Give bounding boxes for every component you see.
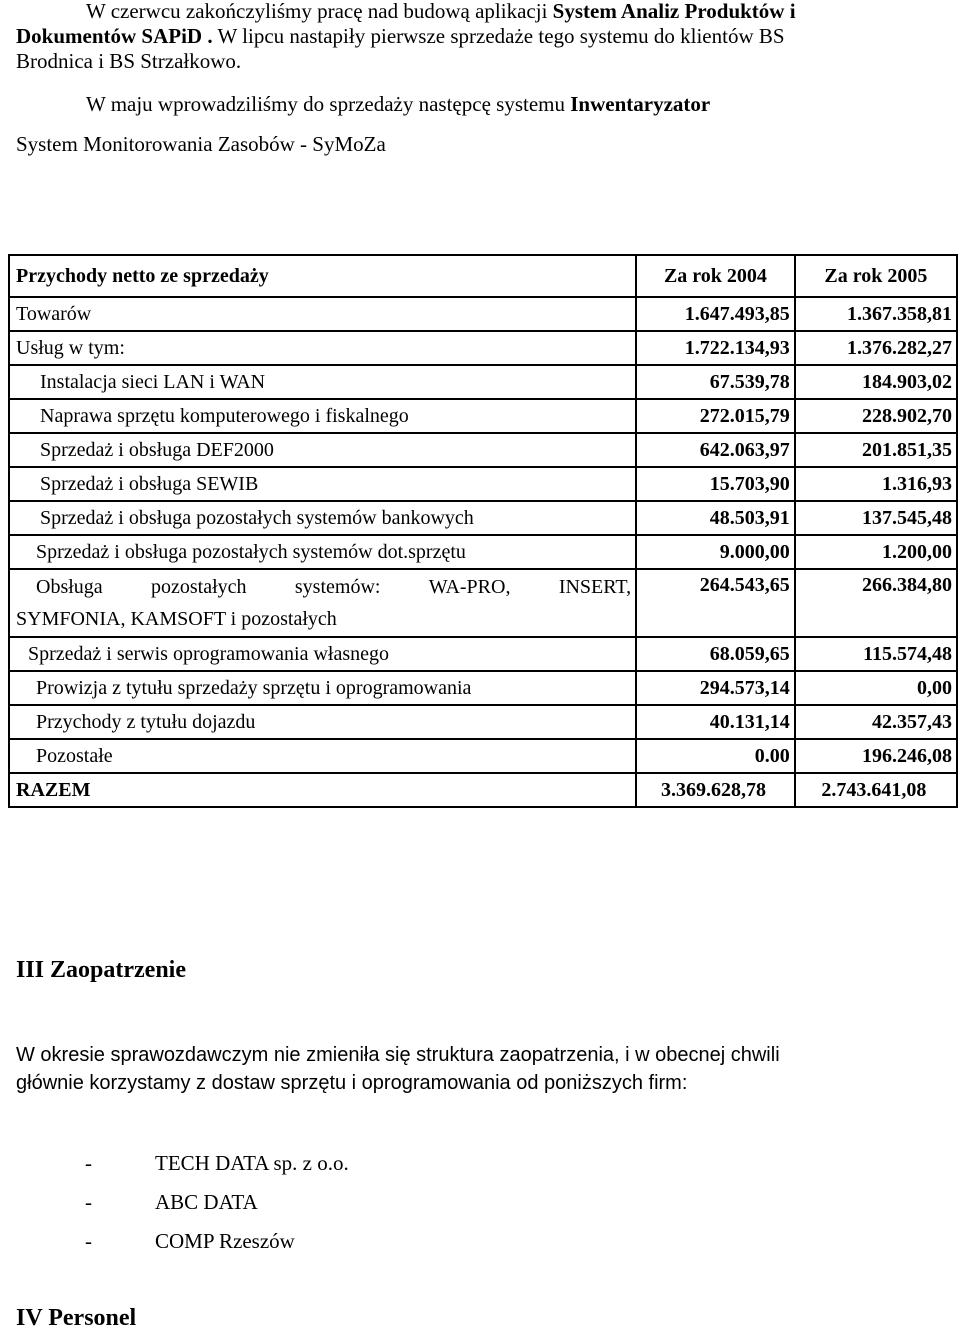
row-label: Sprzedaż i obsługa SEWIB bbox=[9, 467, 636, 501]
value-2004: 294.573,14 bbox=[636, 671, 795, 705]
list-item bbox=[85, 1150, 349, 1189]
label-word: WA-PRO, bbox=[428, 576, 511, 598]
total-label: RAZEM bbox=[9, 773, 636, 807]
row-label: Sprzedaż i obsługa DEF2000 bbox=[9, 433, 636, 467]
value-2005: 1.376.282,27 bbox=[795, 331, 957, 365]
row-label: Przychody z tytułu dojazdu bbox=[9, 705, 636, 739]
table-row bbox=[9, 671, 957, 705]
table-row bbox=[9, 739, 957, 773]
row-label: Prowizja z tytułu sprzedaży sprzętu i oprogramowania bbox=[9, 671, 636, 705]
supply-paragraph-line-2: głównie korzystamy z dostaw sprzętu i oprogramowania od poniższych firm: bbox=[16, 1072, 688, 1094]
intro-line-1 bbox=[86, 0, 796, 24]
revenue-table bbox=[8, 254, 958, 808]
total-2005: 2.743.641,08 bbox=[795, 773, 957, 807]
table-row bbox=[9, 467, 957, 501]
list-item bbox=[85, 1228, 349, 1267]
supplier-name: TECH DATA sp. z o.o. bbox=[155, 1151, 349, 1175]
value-2004: 67.539,78 bbox=[636, 365, 795, 399]
value-2004: 1.647.493,85 bbox=[636, 297, 795, 331]
row-label: Sprzedaż i obsługa pozostałych systemów bankowych bbox=[9, 501, 636, 535]
row-label bbox=[9, 569, 636, 637]
value-2005: 228.902,70 bbox=[795, 399, 957, 433]
list-dash: - bbox=[85, 1151, 92, 1175]
section-heading-personnel: IV Personel bbox=[16, 1305, 137, 1331]
row-label: Naprawa sprzętu komputerowego i fiskalnego bbox=[9, 399, 636, 433]
table-header-row bbox=[9, 255, 957, 297]
value-2004: 264.543,65 bbox=[636, 569, 795, 637]
label-word: Obsługa bbox=[36, 576, 103, 598]
row-label: Sprzedaż i obsługa pozostałych systemów dot.sprzętu bbox=[9, 535, 636, 569]
table-row bbox=[9, 297, 957, 331]
row-label: Instalacja sieci LAN i WAN bbox=[9, 365, 636, 399]
label-word: INSERT, bbox=[558, 576, 632, 598]
intro-text: W maju wprowadziliśmy do sprzedaży następcę systemu bbox=[86, 92, 571, 116]
header-year-2004: Za rok 2004 bbox=[636, 255, 795, 297]
list-item bbox=[85, 1189, 349, 1228]
value-2004: 40.131,14 bbox=[636, 705, 795, 739]
table-row bbox=[9, 705, 957, 739]
value-2005: 184.903,02 bbox=[795, 365, 957, 399]
row-label: Sprzedaż i serwis oprogramowania własnego bbox=[9, 637, 636, 671]
intro-text: W czerwcu zakończyliśmy pracę nad budową aplikacji bbox=[86, 0, 553, 23]
label-word: systemów: bbox=[294, 576, 381, 598]
intro-line-4 bbox=[86, 91, 710, 117]
value-2005: 0,00 bbox=[795, 671, 957, 705]
value-2005: 201.851,35 bbox=[795, 433, 957, 467]
table-row bbox=[9, 637, 957, 671]
intro-line-5: System Monitorowania Zasobów - SyMoZa bbox=[16, 132, 386, 156]
supplier-name: ABC DATA bbox=[155, 1190, 258, 1214]
value-2005: 196.246,08 bbox=[795, 739, 957, 773]
value-2005: 1.367.358,81 bbox=[795, 297, 957, 331]
intro-text: W lipcu nastapiły pierwsze sprzedaże tego systemu do klientów BS bbox=[212, 24, 785, 48]
header-year-2005: Za rok 2005 bbox=[795, 255, 957, 297]
value-2005: 1.200,00 bbox=[795, 535, 957, 569]
label-word: pozostałych bbox=[151, 576, 247, 598]
value-2005: 137.545,48 bbox=[795, 501, 957, 535]
supplier-list bbox=[85, 1150, 349, 1267]
table-row bbox=[9, 331, 957, 365]
value-2005: 42.357,43 bbox=[795, 705, 957, 739]
row-label-line-1 bbox=[36, 571, 635, 603]
table-row bbox=[9, 399, 957, 433]
section-heading-supply: III Zaopatrzenie bbox=[16, 957, 186, 983]
total-2004: 3.369.628,78 bbox=[636, 773, 795, 807]
value-2004: 642.063,97 bbox=[636, 433, 795, 467]
intro-line-3: Brodnica i BS Strzałkowo. bbox=[16, 49, 242, 73]
value-2004: 272.015,79 bbox=[636, 399, 795, 433]
table-row bbox=[9, 535, 957, 569]
table-row bbox=[9, 365, 957, 399]
value-2004: 1.722.134,93 bbox=[636, 331, 795, 365]
list-dash: - bbox=[85, 1190, 92, 1214]
value-2004: 9.000,00 bbox=[636, 535, 795, 569]
value-2004: 15.703,90 bbox=[636, 467, 795, 501]
value-2005: 1.316,93 bbox=[795, 467, 957, 501]
intro-product-name: Inwentaryzator bbox=[570, 92, 711, 116]
row-label: Usług w tym: bbox=[9, 331, 636, 365]
intro-product-name: Dokumentów SAPiD . bbox=[16, 24, 213, 48]
table-total-row bbox=[9, 773, 957, 807]
value-2004: 48.503,91 bbox=[636, 501, 795, 535]
supplier-name: COMP Rzeszów bbox=[155, 1229, 295, 1253]
value-2004: 0.00 bbox=[636, 739, 795, 773]
row-label: Towarów bbox=[9, 297, 636, 331]
value-2005: 266.384,80 bbox=[795, 569, 957, 637]
intro-product-name: System Analiz Produktów i bbox=[552, 0, 796, 23]
intro-line-2 bbox=[16, 23, 785, 49]
header-label: Przychody netto ze sprzedaży bbox=[9, 255, 636, 297]
table-row bbox=[9, 433, 957, 467]
table-row bbox=[9, 569, 957, 637]
table-row bbox=[9, 501, 957, 535]
list-dash: - bbox=[85, 1229, 92, 1253]
value-2004: 68.059,65 bbox=[636, 637, 795, 671]
supply-paragraph-line-1: W okresie sprawozdawczym nie zmieniła się struktura zaopatrzenia, i w obecnej chwili bbox=[16, 1044, 780, 1066]
row-label-line-2: SYMFONIA, KAMSOFT i pozostałych bbox=[16, 608, 337, 630]
value-2005: 115.574,48 bbox=[795, 637, 957, 671]
row-label: Pozostałe bbox=[9, 739, 636, 773]
